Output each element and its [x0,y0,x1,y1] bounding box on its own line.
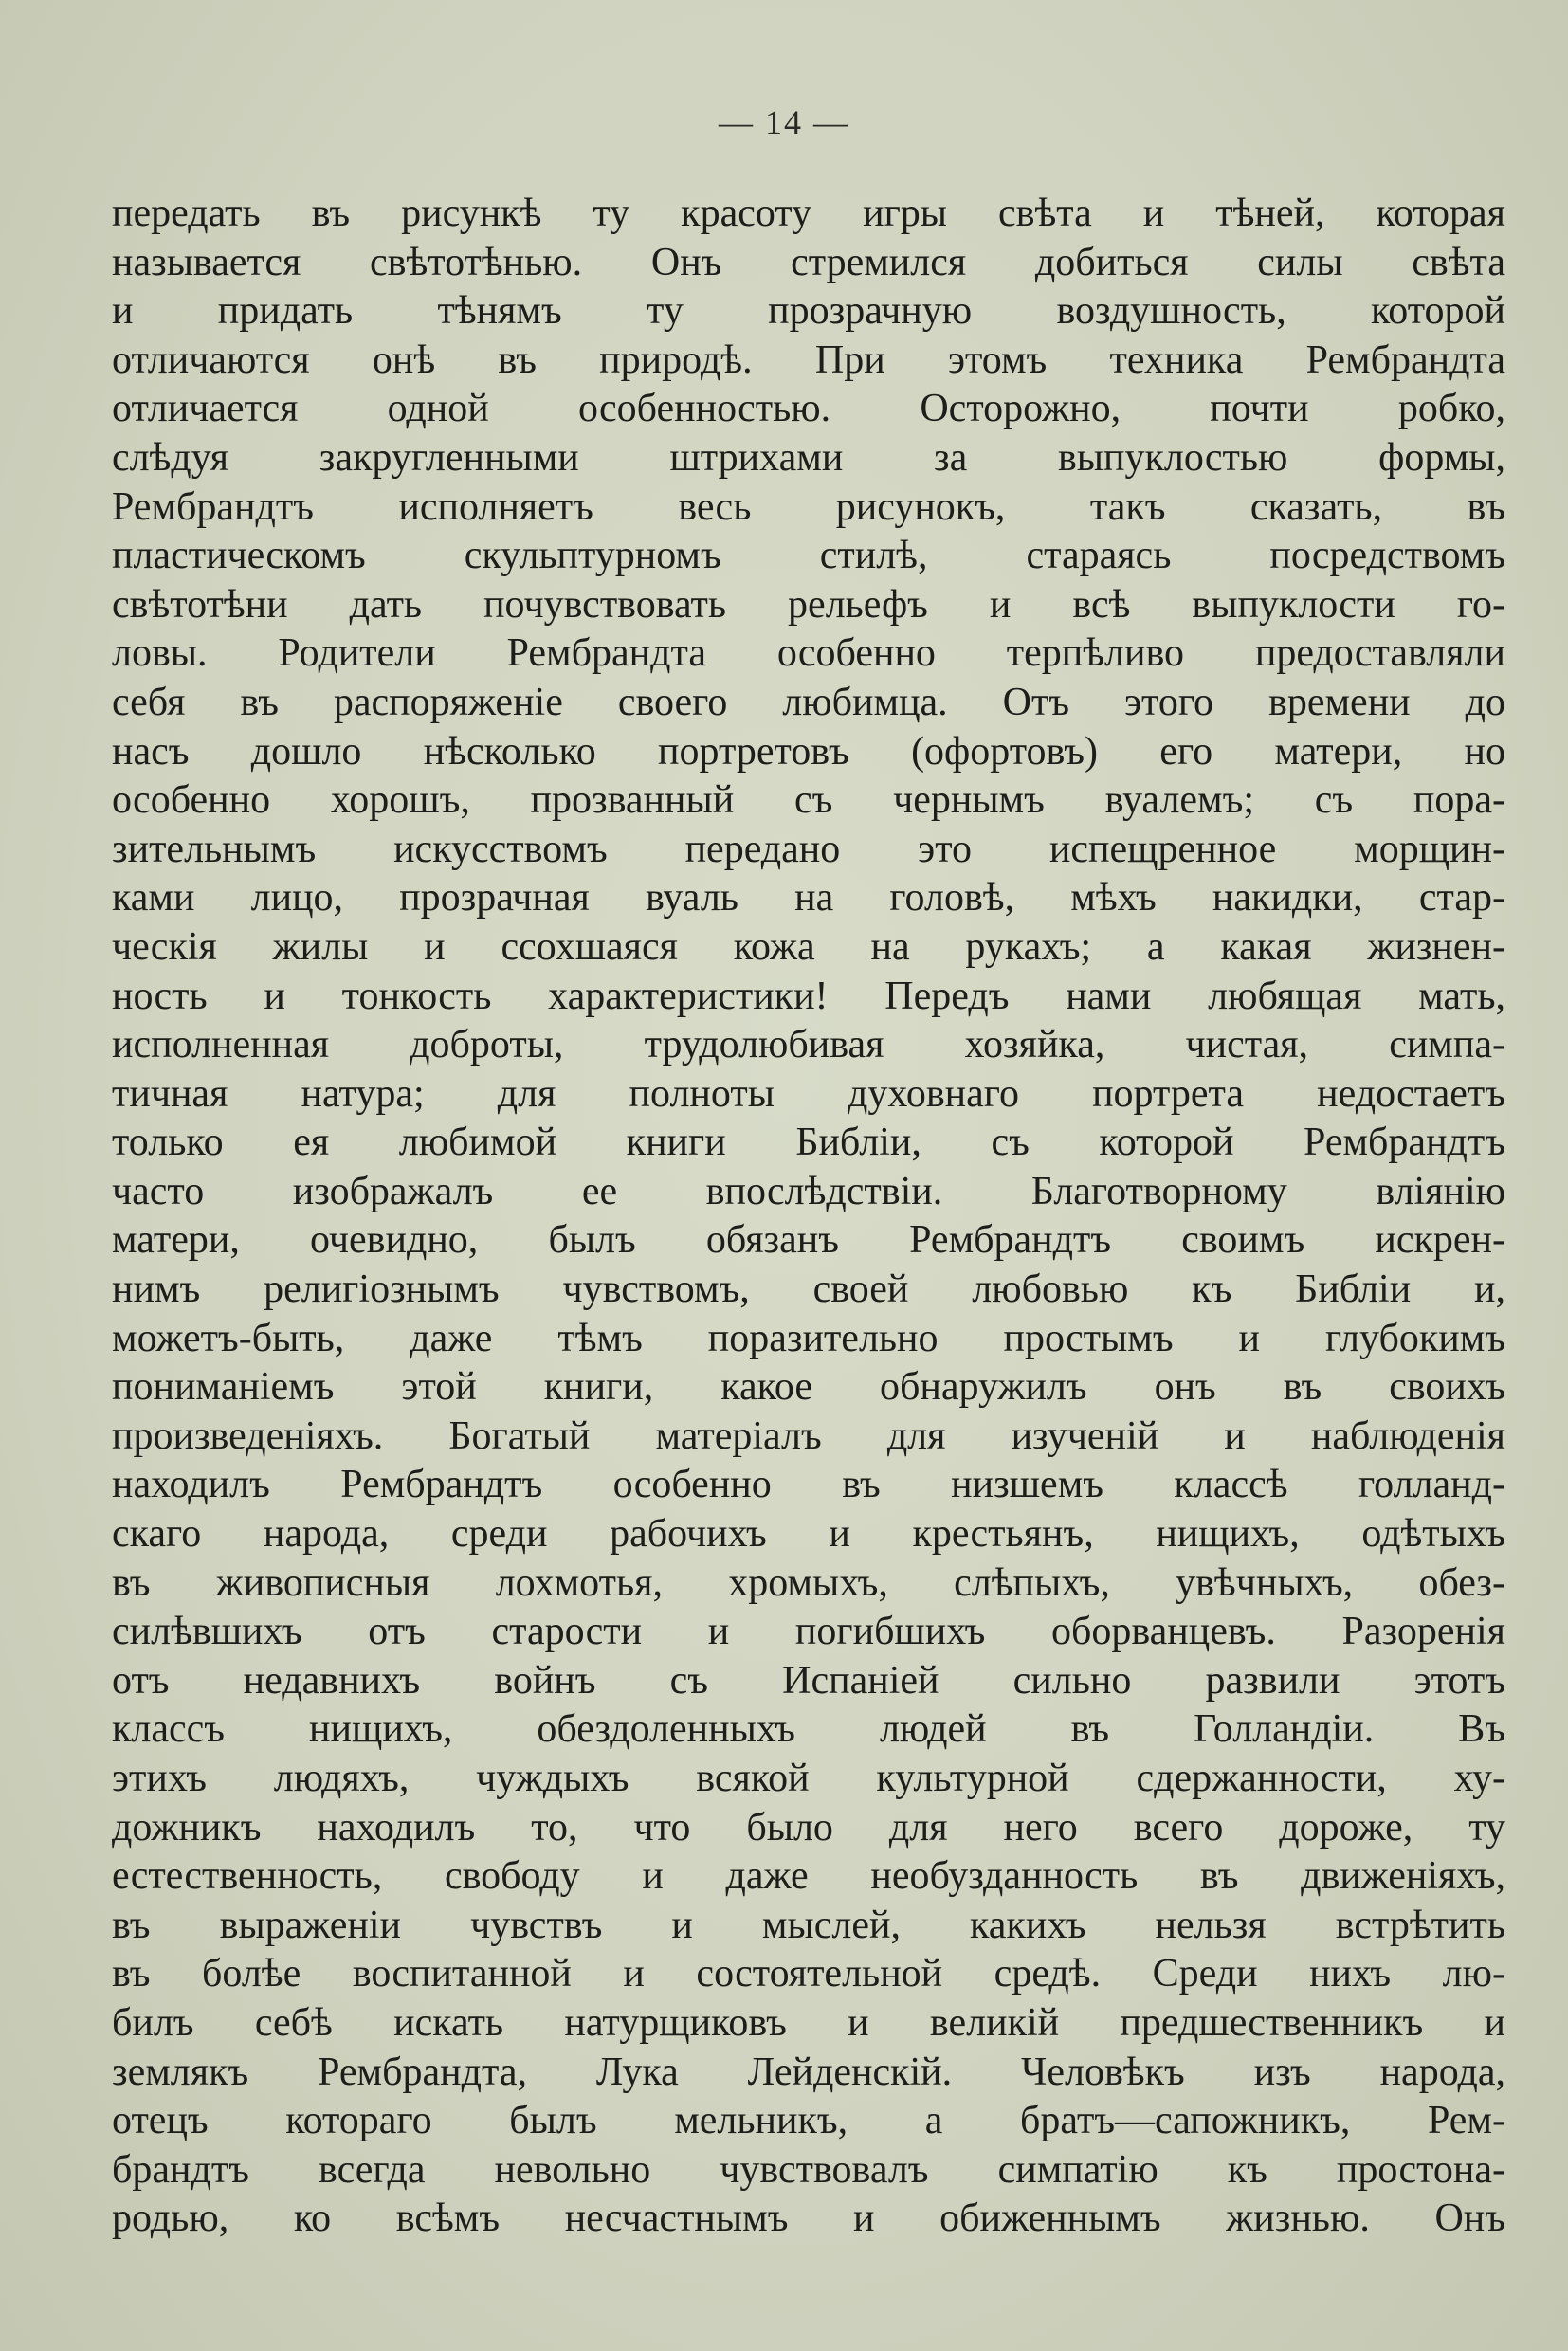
text-line: находилъ Рембрандтъ особенно въ низшемъ классѣ голланд- [112,1463,1505,1507]
text-line: отличается одной особенностью. Осторожно, почти робко, [112,387,1505,431]
text-line: передать въ рисункѣ ту красоту игры свѣта и тѣней, которая [112,191,1505,235]
text-line: родью, ко всѣмъ несчастнымъ и обиженнымъ жизнью. Онъ [112,2196,1505,2241]
text-line: слѣдуя закругленными штрихами за выпуклостью формы, [112,435,1505,480]
text-line: ческія жилы и ссохшаяся кожа на рукахъ; а какая жизнен- [112,924,1505,969]
text-line: нимъ религіознымъ чувствомъ, своей любовью къ Библіи и, [112,1267,1505,1312]
text-line: исполненная доброты, трудолюбивая хозяйка, чистая, симпа- [112,1023,1505,1067]
text-line: землякъ Рембрандта, Лука Лейденскій. Человѣкъ изъ народа, [112,2050,1505,2094]
text-line: можетъ-быть, даже тѣмъ поразительно простымъ и глубокимъ [112,1316,1505,1360]
text-line: пластическомъ скульптурномъ стилѣ, стараясь посредствомъ [112,534,1505,578]
text-line: ловы. Родители Рембрандта особенно терпѣливо предоставляли [112,631,1505,676]
text-line: билъ себѣ искать натурщиковъ и великій предшественникъ и [112,2000,1505,2045]
text-line: зительнымъ искусствомъ передано это испещренное морщин- [112,827,1505,871]
text-line: и придать тѣнямъ ту прозрачную воздушность, которой [112,289,1505,334]
text-line: отличаются онѣ въ природѣ. При этомъ техника Рембрандта [112,337,1505,382]
text-line: въ живописныя лохмотья, хромыхъ, слѣпыхъ, увѣчныхъ, обез- [112,1560,1505,1605]
page-number: — 14 — [719,103,849,141]
text-line: матери, очевидно, былъ обязанъ Рембрандтъ своимъ искрен- [112,1218,1505,1263]
text-line: только ея любимой книги Библіи, съ которой Рембрандтъ [112,1121,1505,1165]
text-line: свѣтотѣни дать почувствовать рельефъ и всѣ выпуклости го- [112,582,1505,627]
text-line: силѣвшихъ отъ старости и погибшихъ оборванцевъ. Разоренія [112,1610,1505,1654]
text-line: пониманіемъ этой книги, какое обнаружилъ онъ въ своихъ [112,1365,1505,1410]
text-line: особенно хорошъ, прозванный съ чернымъ вуалемъ; съ пора- [112,778,1505,823]
text-line: въ выраженіи чувствъ и мыслей, какихъ нельзя встрѣтить [112,1903,1505,1947]
text-line: этихъ людяхъ, чуждыхъ всякой культурной сдержанности, ху- [112,1757,1505,1800]
text-line: отъ недавнихъ войнъ съ Испаніей сильно развили этотъ [112,1658,1505,1703]
text-line: себя въ распоряженіе своего любимца. Отъ этого времени до [112,680,1505,724]
text-line: ность и тонкость характеристики! Передъ нами любящая мать, [112,974,1505,1018]
text-line: классъ нищихъ, обездоленныхъ людей въ Голландіи. Въ [112,1707,1505,1752]
text-line: Рембрандтъ исполняетъ весь рисунокъ, такъ сказать, въ [112,484,1505,529]
text-line: естественность, свободу и даже необузданность въ движеніяхъ, [112,1854,1505,1899]
text-line: часто изображалъ ее впослѣдствіи. Благотворному вліянію [112,1169,1505,1213]
text-line: произведеніяхъ. Богатый матеріалъ для изученій и наблюденія [112,1413,1505,1458]
body-text [112,190,1505,2244]
text-line: отецъ котораго былъ мельникъ, а братъ—сапожникъ, Рем- [112,2099,1505,2143]
text-line: дожникъ находилъ то, что было для него всего дороже, ту [112,1805,1505,1850]
text-line: ками лицо, прозрачная вуаль на головѣ, мѣхъ накидки, стар- [112,876,1505,920]
text-line: насъ дошло нѣсколько портретовъ (офортовъ) его матери, но [112,729,1505,774]
text-line: брандтъ всегда невольно чувствовалъ симпатію къ простона- [112,2147,1505,2192]
text-line: тичная натура; для полноты духовнаго портрета недостаетъ [112,1071,1505,1116]
text-line: скаго народа, среди рабочихъ и крестьянъ, нищихъ, одѣтыхъ [112,1512,1505,1557]
text-line: называется свѣтотѣнью. Онъ стремился добиться силы свѣта [112,240,1505,284]
text-line: въ болѣе воспитанной и состоятельной средѣ. Среди нихъ лю- [112,1952,1505,1996]
